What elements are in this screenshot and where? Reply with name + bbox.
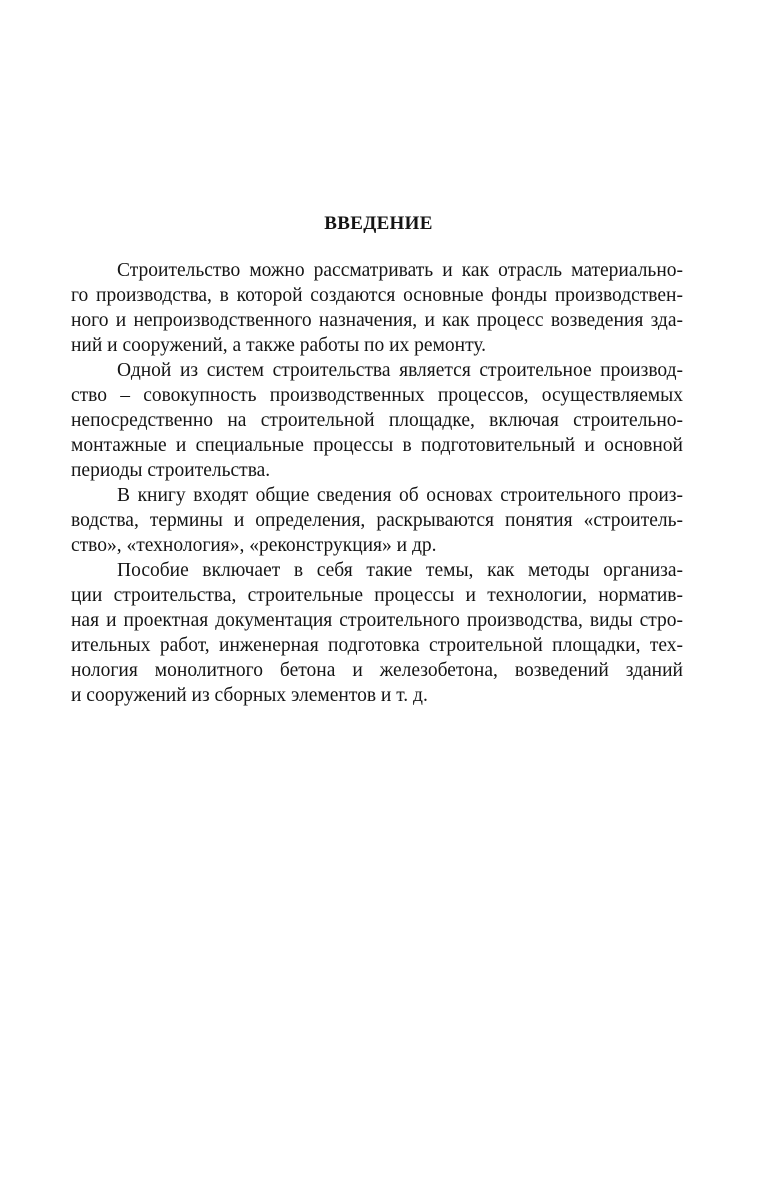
text-line: ний и сооружений, а также работы по их ремонту. [71, 335, 487, 356]
text-line: го производства, в которой создаются основные фонды производствен- [71, 285, 683, 306]
text-line: водства, термины и определения, раскрываются понятия «строитель- [71, 510, 683, 531]
text-line: В книгу входят общие сведения об основах строительного произ- [117, 485, 683, 506]
text-line: ительных работ, инженерная подготовка строительной площадки, тех- [71, 635, 683, 656]
paragraph-4 [71, 558, 683, 708]
text-line: Строительство можно рассматривать и как отрасль материально- [117, 260, 683, 281]
chapter-heading: ВВЕДЕНИЕ [324, 213, 433, 234]
paragraph-1 [71, 258, 683, 358]
text-line: ная и проектная документация строительного производства, виды стро- [71, 610, 683, 631]
text-line: непосредственно на строительной площадке, включая строительно- [71, 410, 683, 431]
paragraph-2 [71, 358, 683, 483]
text-line: и сооружений из сборных элементов и т. д. [71, 685, 428, 706]
text-line: ного и непроизводственного назначения, и как процесс возведения зда- [71, 310, 683, 331]
text-line: ство», «технология», «реконструкция» и др. [71, 535, 437, 556]
text-line: Одной из систем строительства является строительное производ- [117, 360, 683, 381]
body-text [71, 258, 683, 708]
text-line: ство – совокупность производственных процессов, осуществляемых [71, 385, 683, 406]
text-line: монтажные и специальные процессы в подготовительный и основной [71, 435, 683, 456]
paragraph-3 [71, 483, 683, 558]
text-line: нология монолитного бетона и железобетона, возведений зданий [71, 660, 683, 681]
text-line: Пособие включает в себя такие темы, как методы организа- [117, 560, 683, 581]
text-line: ции строительства, строительные процессы и технологии, норматив- [71, 585, 683, 606]
text-line: периоды строительства. [71, 460, 271, 481]
